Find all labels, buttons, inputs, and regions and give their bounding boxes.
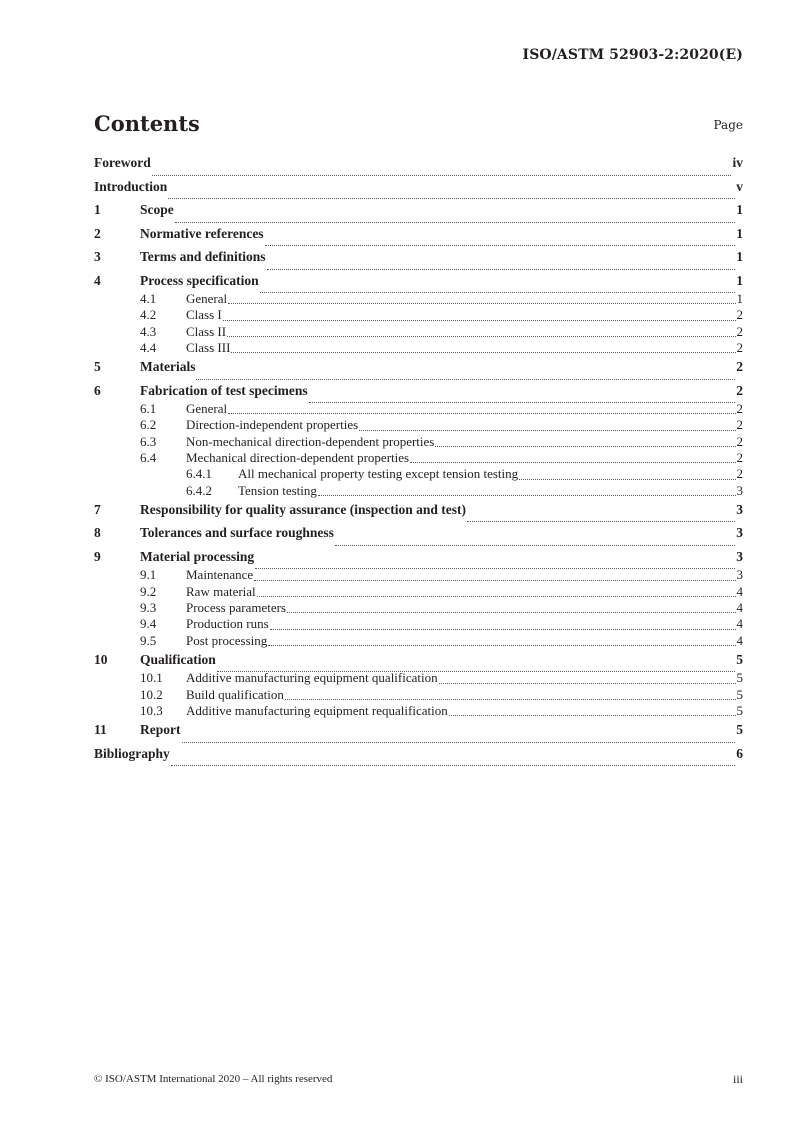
dot-leader [467,521,735,522]
toc-entry-page: 4 [736,616,743,632]
dot-leader [255,568,735,569]
toc-entry[interactable] [94,616,743,632]
toc-entry-label: Class II [186,323,227,339]
document-id: ISO/ASTM 52903-2:2020(E) [522,47,743,63]
toc-entry-label: Responsibility for quality assurance (inspection and test) [140,501,467,517]
dot-leader [260,292,736,293]
dot-leader [217,671,735,672]
page-number: iii [732,1072,743,1086]
toc-entry[interactable] [94,291,743,307]
toc-entry-page: 6 [736,745,743,761]
toc-entry[interactable] [94,307,743,323]
toc-entry-page: 4 [736,600,743,616]
toc-entry-page: 5 [736,722,743,738]
toc-entry-label: Additive manufacturing equipment requalification [186,703,448,719]
dot-leader [228,303,735,304]
toc-entry-label: Bibliography [94,745,170,761]
toc-entry-number: 4 [94,272,101,288]
toc-entry[interactable] [94,466,743,482]
toc-entry-label: Post processing [186,632,268,648]
dot-leader [175,222,736,223]
dot-leader [171,765,735,766]
dot-leader [449,715,736,716]
toc-entry-label: Qualification [140,651,216,667]
toc-entry[interactable] [94,202,743,226]
dot-leader [265,245,736,246]
toc-entry-number: 6 [94,382,101,398]
toc-entry-number: 10.3 [140,703,163,719]
toc-entry[interactable] [94,525,743,549]
toc-entry-page: 3 [736,501,743,517]
toc-entry-number: 4.4 [140,339,157,355]
toc-entry-page: 2 [736,382,743,398]
toc-entry[interactable] [94,450,743,466]
toc-entry[interactable] [94,584,743,600]
toc-entry-label: Process specification [140,272,259,288]
toc-entry-page: 2 [736,433,743,449]
toc-entry-label: Build qualification [186,686,284,702]
toc-entry-page: 5 [736,703,743,719]
toc-entry[interactable] [94,600,743,616]
toc-entry-number: 11 [94,722,107,738]
toc-entry-number: 4.1 [140,291,157,306]
dot-leader [335,545,735,546]
toc-entry-label: Materials [140,359,196,375]
dot-leader [318,495,736,496]
toc-entry-number: 3 [94,249,101,264]
toc-entry[interactable] [94,249,743,273]
toc-entry-page: 3 [736,567,743,583]
toc-entry-number: 10.2 [140,686,163,702]
toc-entry-number: 9.3 [140,600,157,616]
toc-entry[interactable] [94,670,743,686]
dot-leader [270,629,736,630]
dot-leader [410,462,735,463]
toc-entry[interactable] [94,722,743,746]
toc-entry-page: v [736,178,743,194]
toc-entry-number: 7 [94,501,101,517]
toc-entry-number: 10 [94,651,108,667]
toc-entry-number: 6.1 [140,401,157,417]
toc-entry-label: Direction-independent properties [186,417,359,433]
dot-leader [519,479,735,480]
toc-entry-number: 9 [94,548,101,564]
toc-entry-label: Process parameters [186,600,286,616]
toc-entry-page: iv [732,155,743,170]
toc-entry-label: Maintenance [186,567,254,583]
dot-leader [285,699,736,700]
toc-entry-number: 6.4 [140,450,157,466]
toc-entry-page: 2 [736,323,743,339]
toc-entry-number: 4.3 [140,323,157,339]
toc-entry-label: Mechanical direction-dependent properties [186,450,410,466]
toc-entry-page: 5 [736,686,743,702]
dot-leader [228,413,735,414]
toc-entry-page: 2 [736,450,743,466]
toc-entry-page: 1 [736,249,743,264]
toc-entry-page: 3 [736,525,743,541]
toc-entry-number: 1 [94,202,101,217]
toc-entry[interactable] [94,703,743,719]
copyright-notice: © ISO/ASTM International 2020 – All rights reserved [94,1073,333,1085]
toc-entry-page: 5 [736,670,743,686]
dot-leader [168,198,735,199]
toc-entry-label: Introduction [94,178,168,194]
toc-entry-label: Non-mechanical direction-dependent properties [186,433,435,449]
toc-entry-label: Terms and definitions [140,249,266,264]
toc-entry[interactable] [94,633,743,649]
toc-entry-label: Production runs [186,616,269,632]
toc-entry[interactable] [94,324,743,340]
toc-entry-page: 2 [736,466,743,482]
toc-entry-page: 4 [736,583,743,599]
toc-entry-label: Class I [186,307,222,323]
toc-entry-label: All mechanical property testing except tension testing [238,466,519,482]
dot-leader [268,645,735,646]
toc-entry[interactable] [94,226,743,250]
toc-entry-label: General [186,401,228,417]
dot-leader [435,446,735,447]
toc-entry[interactable] [94,179,743,203]
toc-entry-number: 6.4.1 [186,466,212,482]
dot-leader [227,336,735,337]
dot-leader [231,352,735,353]
toc-entry-page: 3 [736,482,743,498]
toc-entry-page: 2 [736,417,743,433]
table-of-contents [94,155,743,769]
toc-entry-page: 1 [736,225,743,241]
toc-entry-number: 8 [94,525,101,541]
toc-entry-label: Scope [140,202,174,217]
dot-leader [254,580,735,581]
toc-entry-page: 2 [736,307,743,323]
dot-leader [152,175,732,176]
toc-entry-label: Report [140,722,181,738]
toc-entry-number: 2 [94,225,101,241]
toc-entry-number: 9.5 [140,632,157,648]
dot-leader [267,269,736,270]
toc-entry-page: 3 [736,548,743,564]
toc-entry-label: Normative references [140,225,264,241]
toc-entry-number: 9.1 [140,567,157,583]
toc-entry[interactable] [94,340,743,356]
dot-leader [196,379,735,380]
toc-entry-number: 9.2 [140,583,157,599]
dot-leader [287,612,736,613]
toc-entry-page: 1 [736,291,743,306]
toc-entry-label: Additive manufacturing equipment qualification [186,670,438,686]
toc-entry[interactable] [94,746,743,770]
toc-entry-number: 6.3 [140,433,157,449]
dot-leader [439,683,736,684]
contents-title: Contents [94,111,200,136]
toc-entry[interactable] [94,401,743,417]
toc-entry-label: Fabrication of test specimens [140,382,308,398]
toc-entry-label: Foreword [94,155,151,170]
toc-entry-page: 4 [736,632,743,648]
toc-entry-page: 5 [736,651,743,667]
dot-leader [223,320,736,321]
toc-entry[interactable] [94,434,743,450]
toc-entry-label: Raw material [186,583,256,599]
dot-leader [182,742,736,743]
toc-entry[interactable] [94,483,743,499]
toc-entry[interactable] [94,502,743,526]
toc-entry-label: Class III [186,339,231,355]
toc-entry-label: Tolerances and surface roughness [140,525,334,541]
page-column-label: Page [713,118,743,132]
toc-entry[interactable] [94,567,743,583]
toc-entry-page: 2 [736,359,743,375]
toc-entry-label: General [186,291,228,306]
toc-entry-page: 2 [736,339,743,355]
toc-entry[interactable] [94,359,743,383]
toc-entry-label: Tension testing [238,482,317,498]
dot-leader [309,402,736,403]
toc-entry[interactable] [94,417,743,433]
toc-entry-number: 4.2 [140,307,157,323]
toc-entry-label: Material processing [140,548,255,564]
toc-entry-page: 1 [736,272,743,288]
dot-leader [257,596,736,597]
toc-entry-number: 9.4 [140,616,157,632]
toc-entry-page: 2 [736,401,743,417]
toc-entry[interactable] [94,687,743,703]
toc-entry-page: 1 [736,202,743,217]
toc-entry[interactable] [94,155,743,179]
toc-entry-number: 6.2 [140,417,157,433]
dot-leader [359,430,735,431]
toc-entry-number: 10.1 [140,670,163,686]
toc-entry-number: 5 [94,359,101,375]
toc-entry-number: 6.4.2 [186,482,212,498]
